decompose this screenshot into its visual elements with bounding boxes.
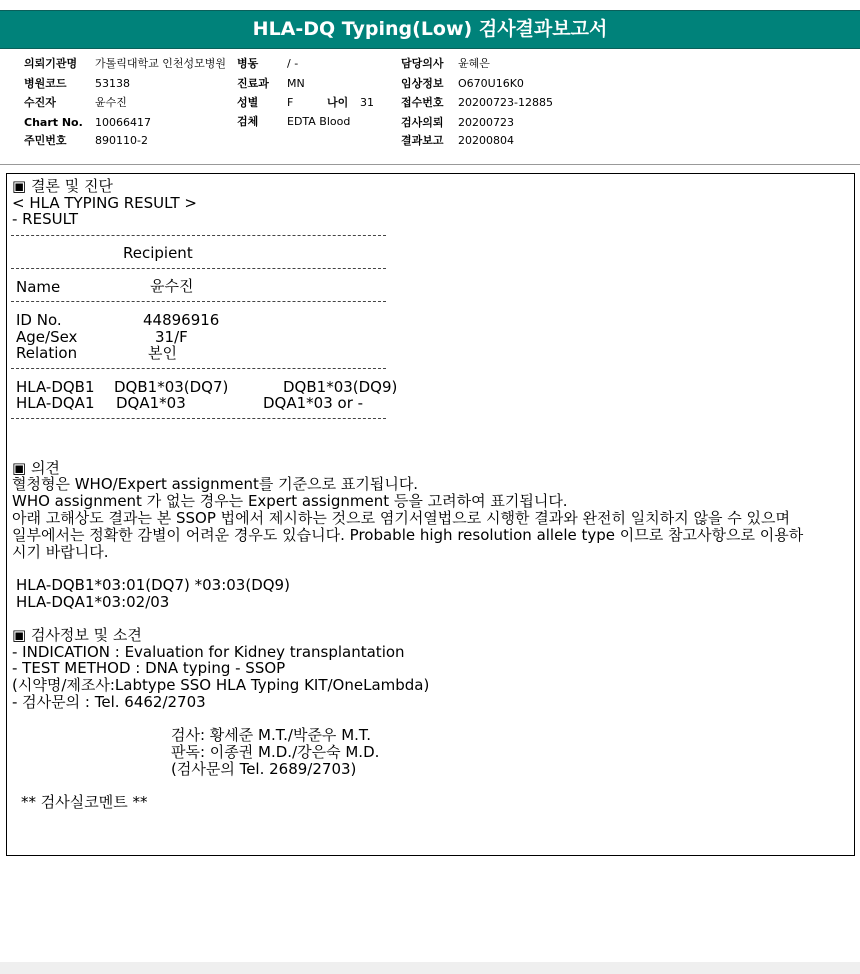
dqa1-allele-1: DQA1*03	[116, 394, 186, 412]
ward-value: / -	[287, 57, 299, 70]
name-label: Name	[16, 278, 61, 296]
receipt-no-value: 20200723-12885	[458, 96, 553, 109]
id-value: 44896916	[143, 311, 220, 329]
dqb1-allele-1: DQB1*03(DQ7)	[114, 378, 229, 396]
requesting-institution-value: 가톨릭대학교 인천성모병원	[95, 57, 227, 70]
age-sex-label: Age/Sex	[16, 328, 78, 346]
opinion-line: 아래 고해상도 결과는 본 SSOP 법에서 제시하는 것으로 염기서열법으로 시행한 결과와 완전히 일치하지 않을 수 있으며	[12, 509, 790, 527]
inquiry-line: - 검사문의 : Tel. 6462/2703	[12, 693, 206, 711]
age-value: 31	[360, 96, 374, 109]
test-method-line: - TEST METHOD : DNA typing - SSOP	[12, 659, 286, 677]
requesting-institution-label: 의뢰기관명	[24, 57, 78, 70]
physician-value: 윤혜은	[458, 57, 490, 70]
report-title: HLA-DQ Typing(Low) 검사결과보고서	[0, 10, 860, 49]
hospital-code-label: 병원코드	[24, 77, 67, 90]
age-label: 나이	[327, 96, 349, 109]
result-report-date-value: 20200804	[458, 134, 514, 147]
opinion-line: 일부에서는 정확한 감별이 어려운 경우도 있습니다. Probable high resolution allele type 이므로 참고사항으로 이용하	[12, 526, 804, 544]
relation-value: 본인	[148, 344, 177, 362]
typing-result-title: < HLA TYPING RESULT >	[12, 194, 197, 212]
dashed-divider	[11, 301, 386, 302]
footer-strip	[0, 962, 860, 974]
dashed-divider	[11, 235, 386, 236]
test-info-heading: ▣ 검사정보 및 소견	[12, 626, 142, 644]
id-label: ID No.	[16, 311, 62, 329]
specimen-label: 검체	[237, 115, 259, 128]
dqa1-allele-2: DQA1*03 or -	[263, 394, 364, 412]
ward-label: 병동	[237, 57, 259, 70]
high-resolution-result: HLA-DQB1*03:01(DQ7) *03:03(DQ9)	[16, 576, 290, 594]
result-label: - RESULT	[12, 210, 79, 228]
report-body	[6, 173, 855, 856]
header-divider	[0, 164, 860, 165]
department-value: MN	[287, 77, 305, 90]
dashed-divider	[11, 418, 386, 419]
dashed-divider	[11, 368, 386, 369]
dqa1-label: HLA-DQA1	[16, 394, 95, 412]
high-resolution-result: HLA-DQA1*03:02/03	[16, 593, 170, 611]
resident-no-label: 주민번호	[24, 134, 67, 147]
opinion-line: 시기 바랍니다.	[12, 543, 109, 561]
reagent-line: (시약명/제조사:Labtype SSO HLA Typing KIT/OneLambda)	[12, 676, 430, 694]
indication-line: - INDICATION : Evaluation for Kidney transplantation	[12, 643, 405, 661]
name-value: 윤수진	[150, 277, 194, 295]
patient-name-value: 윤수진	[95, 96, 127, 109]
department-label: 진료과	[237, 77, 269, 90]
hospital-code-value: 53138	[95, 77, 130, 90]
physician-label: 담당의사	[401, 57, 444, 70]
opinion-heading: ▣ 의견	[12, 459, 60, 477]
sex-value: F	[287, 96, 294, 109]
receipt-no-label: 접수번호	[401, 96, 444, 109]
conclusion-heading: ▣ 결론 및 진단	[12, 177, 113, 195]
dqb1-label: HLA-DQB1	[16, 378, 95, 396]
reader-signature: 판독: 이종권 M.D./강은숙 M.D.	[171, 743, 380, 761]
age-sex-value: 31/F	[155, 328, 188, 346]
test-request-date-value: 20200723	[458, 116, 514, 129]
tester-signature: 검사: 황세준 M.T./박준우 M.T.	[171, 726, 372, 744]
test-request-date-label: 검사의뢰	[401, 116, 444, 129]
lab-comment-heading: ** 검사실코멘트 **	[21, 793, 148, 811]
resident-no-value: 890110-2	[95, 134, 148, 147]
recipient-label: Recipient	[123, 244, 193, 262]
chart-no-value: 10066417	[95, 116, 151, 129]
specimen-value: EDTA Blood	[287, 115, 351, 128]
signature-inquiry: (검사문의 Tel. 2689/2703)	[171, 760, 357, 778]
dqb1-allele-2: DQB1*03(DQ9)	[283, 378, 398, 396]
chart-no-label: Chart No.	[24, 116, 83, 129]
relation-label: Relation	[16, 344, 78, 362]
clinical-info-label: 임상정보	[401, 77, 444, 90]
patient-name-label: 수진자	[24, 96, 56, 109]
dashed-divider	[11, 268, 386, 269]
clinical-info-value: O670U16K0	[458, 77, 524, 90]
opinion-line: 혈청형은 WHO/Expert assignment를 기준으로 표기됩니다.	[12, 475, 419, 493]
result-report-date-label: 결과보고	[401, 134, 444, 147]
opinion-line: WHO assignment 가 없는 경우는 Expert assignment 등을 고려하여 표기됩니다.	[12, 492, 568, 510]
sex-label: 성별	[237, 96, 259, 109]
